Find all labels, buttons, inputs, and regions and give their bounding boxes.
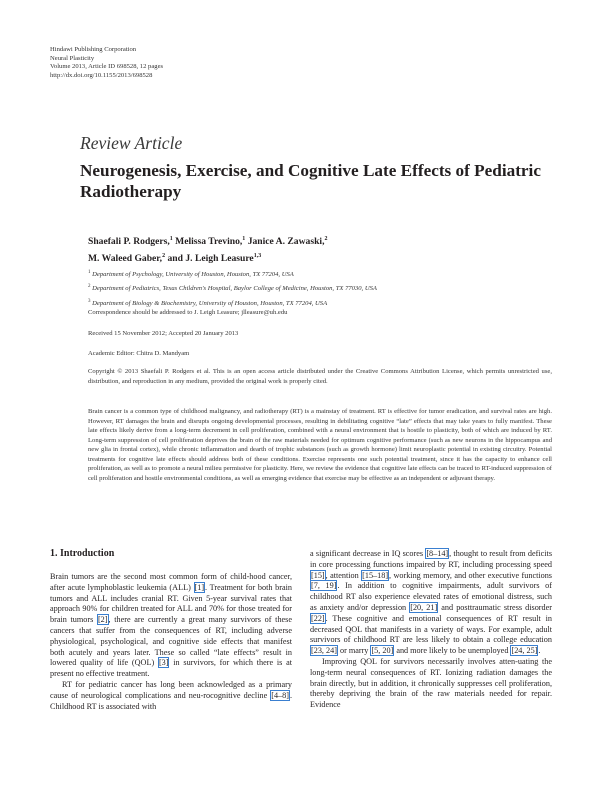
author-name: and J. Leigh Leasure bbox=[167, 253, 254, 265]
author-list bbox=[88, 232, 548, 266]
affiliation-mark: 3 bbox=[88, 298, 91, 304]
affiliation-mark: 1 bbox=[88, 270, 91, 275]
author-affiliation-mark: 2 bbox=[162, 253, 166, 260]
author-name: Melissa Trevino, bbox=[175, 236, 243, 248]
citation-link[interactable]: [15] bbox=[311, 570, 325, 580]
dates: Received 15 November 2012; Accepted 20 January 2013 bbox=[88, 330, 239, 337]
citation-link[interactable]: [22] bbox=[311, 613, 325, 623]
author-affiliation-mark: 1 bbox=[169, 236, 173, 242]
citation-link[interactable]: [4–8] bbox=[271, 690, 289, 700]
author-affiliation-mark: 1 bbox=[242, 236, 246, 242]
citation-link[interactable]: [24, 25] bbox=[511, 646, 538, 656]
academic-editor: Academic Editor: Chitra D. Mandyam bbox=[88, 350, 190, 357]
article-type: Review Article bbox=[80, 133, 183, 153]
affiliation-text: Department of Psychology, University of Houston, Houston, TX 77204, USA bbox=[90, 271, 294, 279]
body-column-left bbox=[50, 572, 292, 712]
section-heading: 1. Introduction bbox=[50, 548, 115, 559]
author-affiliation-mark: 1,3 bbox=[253, 253, 262, 260]
volume-info: Volume 2013, Article ID 698528, 12 pages bbox=[50, 63, 164, 71]
affiliation-mark: 2 bbox=[88, 284, 91, 290]
doi-link[interactable]: http://dx.doi.org/10.1155/2013/698528 bbox=[50, 71, 153, 79]
citation-link[interactable]: [5, 20] bbox=[371, 646, 394, 656]
citation-link[interactable]: [1] bbox=[194, 582, 205, 592]
affiliation-text: Department of Pediatrics, Texas Children's Hospital, Baylor College of Medicine, Houston, TX 77030, USA bbox=[90, 285, 377, 293]
citation-link[interactable]: [7, 19] bbox=[311, 581, 337, 591]
journal-name: Neural Plasticity bbox=[50, 54, 95, 62]
paragraph: Brain tumors are the second most common form of child-hood cancer, after acute lymphoblastic leukemia (ALL) [1]. Treatment for both brain tumors and ALL includes cranial RT. Given 5-year survival rates that approach 90% for children treated for ALL and 70% for those treated for brain tumors [2], there are currently a great many survivors of these cancers that suffer from the consequences of RT, including adverse physiological, psychological, and cognitive side effects that manifest both acutely and years later. These so called “late effects” result in lowered quality of life (QOL) [3] in survivors, for which there is at present no effective treatment. bbox=[50, 572, 292, 679]
affiliation bbox=[88, 281, 558, 295]
publisher-name: Hindawi Publishing Corporation bbox=[50, 46, 137, 53]
affiliation bbox=[88, 267, 558, 281]
author-name: Shaefali P. Rodgers, bbox=[88, 236, 170, 248]
article-title: Neurogenesis, Exercise, and Cognitive Late Effects of Pediatric Radiotherapy bbox=[80, 161, 541, 201]
citation-link[interactable]: [8–14] bbox=[426, 549, 449, 558]
citation-link[interactable]: [15–18] bbox=[362, 570, 389, 580]
author-name: M. Waleed Gaber, bbox=[88, 253, 163, 265]
citation-link[interactable]: [23, 24] bbox=[311, 646, 337, 656]
correspondence: Correspondence should be addressed to J. Leigh Leasure; jlleasure@uh.edu bbox=[88, 309, 288, 316]
copyright-notice: Copyright © 2013 Shaefali P. Rodgers et al. This is an open access article distributed under the Creative Commons Attribution License, which permits unrestricted use, distribution, and reproduction in any medium, provided the original work is properly cited. bbox=[88, 368, 552, 385]
citation-link[interactable]: [20, 21] bbox=[410, 602, 438, 612]
citation-link[interactable]: [3] bbox=[158, 658, 169, 668]
abstract: Brain cancer is a common type of childhood malignancy, and radiotherapy (RT) is a mainstay of treatment. RT is effective for tumor eradication, and survival rates are high. However, RT damages the brain and disrupts ongoing developmental processes, resulting in debilitating cognitive “late” effects that may take years to fully manifest. These late effects likely derive from a long-term decrement in cell proliferation, combined with a neural environment that is hostile to plasticity, both of which are induced by RT. Long-term suppression of cell proliferation deprives the brain of the raw materials needed for optimum cognitive performance (such as new neurons in the hippocampus and new glia in frontal cortex), while chronic inflammation and dearth of trophic substances (such as growth hormone) limit neuroplastic potential in existing circuitry. Potential treatments for cognitive late effects should address both of these conditions. Exercise represents one such potential treatment, since it has the capacity to enhance cell proliferation, as well as to promote a neural milieu permissive for plasticity. Here, we review the evidence that cognitive late effects can be traced to RT-induced suppression of cell proliferation and hostile environmental conditions, as well as emerging evidence that exercise may be effective as an independent or adjuvant therapy. bbox=[88, 408, 552, 482]
paragraph: RT for pediatric cancer has long been acknowledged as a primary cause of neurological complications and neu-rocognitive decline [4–8]. Childhood RT is associated with bbox=[50, 679, 292, 711]
journal-header bbox=[50, 46, 163, 80]
affiliation-text: Department of Biology & Biochemistry, University of Houston, Houston, TX 77204, USA bbox=[90, 300, 328, 308]
author-affiliation-mark: 2 bbox=[324, 236, 328, 242]
paragraph: a significant decrease in IQ scores [8–14], thought to result from deficits in core processing functions impaired by RT, including processing speed [15], attention [15–18], working memory, and other executive functions [7, 19]. In addition to cognitive impairments, adult survivors of childhood RT also experience elevated rates of emotional distress, such as anxiety and/or depression [20, 21] and posttraumatic stress disorder [22]. These cognitive and emotional consequences of RT result in decreased QOL that manifests in a variety of ways. For example, adult survivors of childhood RT are less likely to obtain a college education [23, 24] or marry [5, 20] and more likely to be unemployed [24, 25]. bbox=[310, 549, 552, 656]
citation-link[interactable]: [2] bbox=[97, 615, 108, 625]
affiliation-list bbox=[88, 267, 558, 310]
author-name: Janice A. Zawaski, bbox=[247, 236, 325, 248]
body-column-right bbox=[310, 549, 552, 711]
paragraph: Improving QOL for survivors necessarily involves atten-uating the long-term neural consequences of RT. Ionizing radiation damages the brain directly, but in addition, it chronically suppresses cell proliferation, thereby depriving the brain of the raw materials needed for repair. Evidence bbox=[310, 656, 552, 710]
